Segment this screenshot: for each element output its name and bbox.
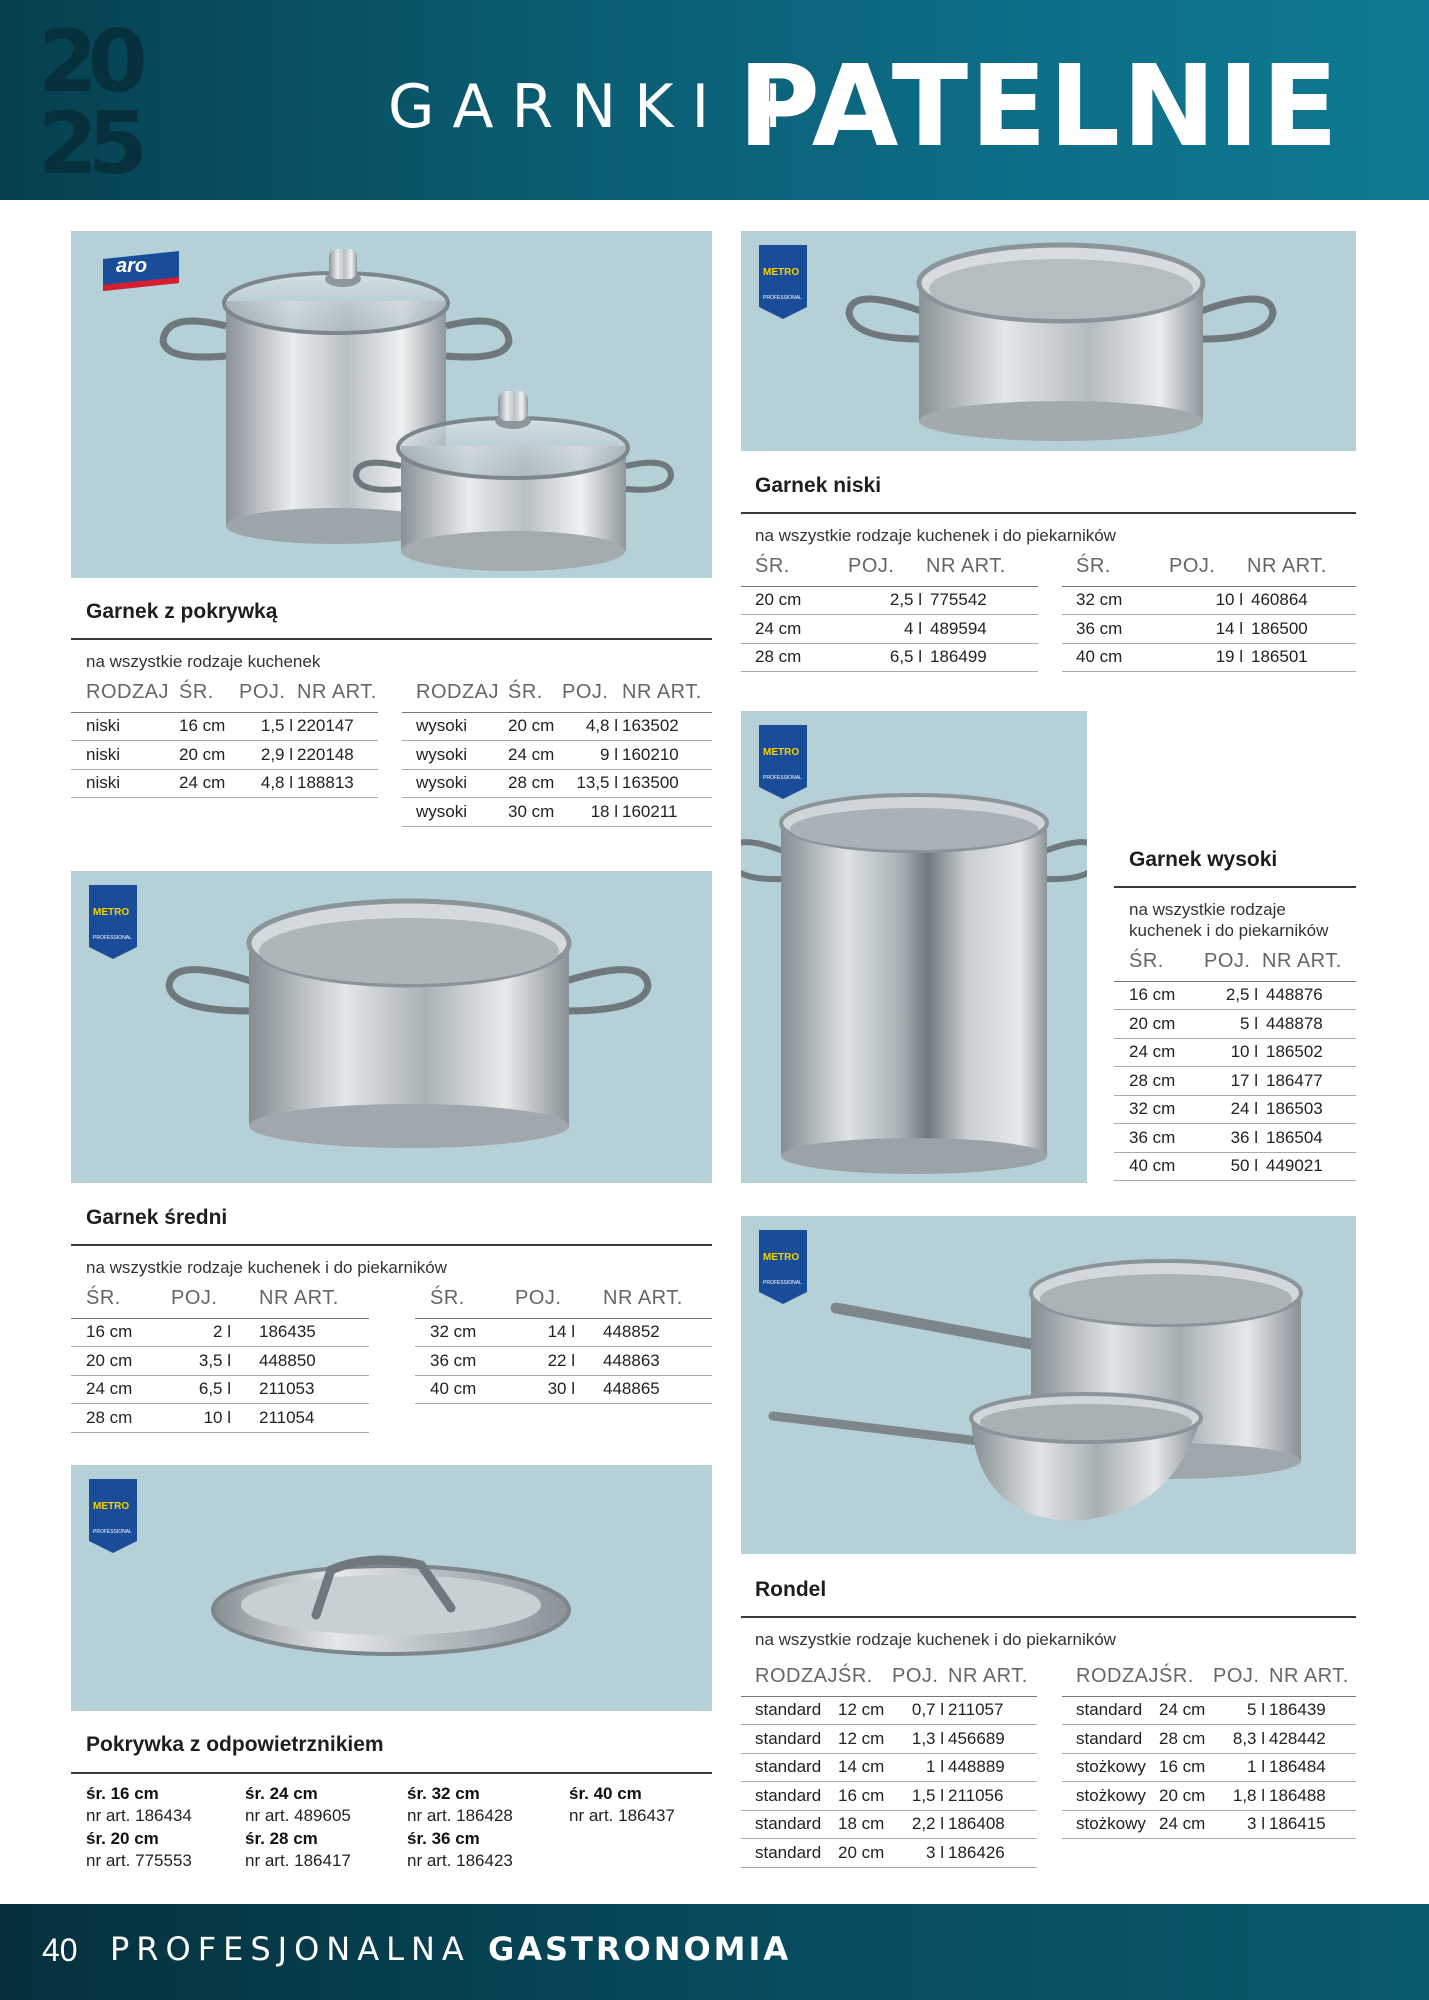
metro-badge-icon	[759, 725, 807, 799]
metro-badge-icon	[759, 1230, 807, 1304]
metro-professional-logo: METRO PROFESSIONAL	[759, 245, 807, 319]
product-photo-garnek-sredni	[71, 871, 712, 1183]
spec-table-garnek-sredni-left: ŚR. POJ. NR ART. 16 cm 2 l 186435 20 cm 3,5 l 448850 24 cm 6,5 l 211053 28 cm 10 l 211054	[71, 1280, 369, 1433]
table-row: niski 24 cm 4,8 l 188813	[71, 769, 378, 798]
table-row: 28 cm 17 l 186477	[1114, 1067, 1356, 1096]
table-row: 28 cm 10 l 211054	[71, 1404, 369, 1433]
low-pot-illustration	[741, 231, 1356, 451]
section-title-garnek-sredni: Garnek średni	[86, 1206, 228, 1229]
year-logo: 20 25	[38, 12, 138, 194]
table-row: 32 cm 10 l 460864	[1062, 586, 1356, 615]
table-row: 40 cm 19 l 186501	[1062, 643, 1356, 672]
table-row: niski 20 cm 2,9 l 220148	[71, 741, 378, 770]
metro-badge-icon	[759, 245, 807, 319]
table-row: standard 14 cm 1 l 448889	[741, 1753, 1037, 1782]
table-row: 40 cm 30 l 448865	[415, 1375, 712, 1404]
table-row: 24 cm 6,5 l 211053	[71, 1375, 369, 1404]
table-row: standard 24 cm 5 l 186439	[1062, 1696, 1356, 1725]
product-photo-garnek-z-pokrywka	[71, 231, 712, 578]
metro-professional-logo: METRO PROFESSIONAL	[89, 885, 137, 959]
table-row: 16 cm 2 l 186435	[71, 1318, 369, 1347]
table-row: 32 cm 24 l 186503	[1114, 1095, 1356, 1124]
section-title-pokrywka: Pokrywka z odpowietrznikiem	[86, 1733, 384, 1756]
table-row: standard 28 cm 8,3 l 428442	[1062, 1725, 1356, 1754]
section-description: na wszystkie rodzaje kuchenek	[86, 652, 321, 671]
table-row: 20 cm 3,5 l 448850	[71, 1347, 369, 1376]
product-photo-rondel	[741, 1216, 1356, 1554]
table-row: standard 16 cm 1,5 l 211056	[741, 1782, 1037, 1811]
lid-illustration	[71, 1465, 712, 1711]
section-divider	[1114, 886, 1356, 888]
aro-logo: aro	[99, 249, 183, 293]
spec-table-garnek-niski-left: ŚR. POJ. NR ART. 20 cm 2,5 l 775542 24 cm 4 l 489594 28 cm 6,5 l 186499	[741, 548, 1038, 672]
saucepan-illustration	[741, 1216, 1356, 1554]
section-title-rondel: Rondel	[755, 1578, 827, 1601]
table-row: standard 12 cm 1,3 l 456689	[741, 1725, 1037, 1754]
table-row: 16 cm 2,5 l 448876	[1114, 981, 1356, 1010]
section-divider	[71, 638, 712, 640]
spec-table-rondel-left: RODZAJ ŚR. POJ. NR ART. standard 12 cm 0,7 l 211057 standard 12 cm 1,3 l 456689 standard 14 cm 1 l 448889 standard 16 cm 1,5 l 211056 standard 18 cm 2,2 l 186408 standard 20 cm 3 l 186426	[741, 1658, 1037, 1868]
section-description: na wszystkie rodzaje kuchenek i do piekarników	[1129, 900, 1329, 940]
table-row: 36 cm 14 l 186500	[1062, 615, 1356, 644]
table-row: 36 cm 36 l 186504	[1114, 1124, 1356, 1153]
metro-professional-logo: METRO PROFESSIONAL	[759, 1230, 807, 1304]
table-row: standard 18 cm 2,2 l 186408	[741, 1810, 1037, 1839]
spec-table-garnek-z-pokrywka-right: RODZAJ ŚR. POJ. NR ART. wysoki 20 cm 4,8 l 163502 wysoki 24 cm 9 l 160210 wysoki 28 cm 13,5 l 163500 wysoki 30 cm 18 l 160211	[402, 674, 712, 827]
table-row: wysoki 20 cm 4,8 l 163502	[402, 712, 712, 741]
table-row: 20 cm 5 l 448878	[1114, 1010, 1356, 1039]
product-photo-pokrywka	[71, 1465, 712, 1711]
table-row: stożkowy 20 cm 1,8 l 186488	[1062, 1782, 1356, 1811]
section-divider	[741, 1616, 1356, 1618]
table-row: 24 cm 10 l 186502	[1114, 1038, 1356, 1067]
spec-table-rondel-right: RODZAJ ŚR. POJ. NR ART. standard 24 cm 5 l 186439 standard 28 cm 8,3 l 428442 stożkowy 16 cm 1 l 186484 stożkowy 20 cm 1,8 l 186488 stożkowy 24 cm 3 l 186415	[1062, 1658, 1356, 1839]
table-row: wysoki 28 cm 13,5 l 163500	[402, 769, 712, 798]
page-footer	[0, 1904, 1429, 2000]
lid-item: śr. 40 cm nr art. 186437	[569, 1784, 675, 1825]
lid-item: śr. 28 cm nr art. 186417	[245, 1829, 351, 1870]
spec-table-garnek-wysoki: ŚR. POJ. NR ART. 16 cm 2,5 l 448876 20 cm 5 l 448878 24 cm 10 l 186502 28 cm 17 l 186477 32 cm 24 l 186503 36 cm 36 l 186504 40 cm 50 l 449021	[1114, 943, 1356, 1181]
metro-badge-icon	[89, 1479, 137, 1553]
section-divider	[741, 512, 1356, 514]
metro-badge-icon	[89, 885, 137, 959]
product-photo-garnek-niski	[741, 231, 1356, 451]
section-title-garnek-niski: Garnek niski	[755, 474, 882, 497]
table-row: stożkowy 24 cm 3 l 186415	[1062, 1810, 1356, 1839]
metro-professional-logo: METRO PROFESSIONAL	[759, 725, 807, 799]
lid-item: śr. 36 cm nr art. 186423	[407, 1829, 513, 1870]
table-row: standard 20 cm 3 l 186426	[741, 1839, 1037, 1868]
lid-item: śr. 16 cm nr art. 186434	[86, 1784, 192, 1825]
section-divider	[71, 1244, 712, 1246]
section-title-garnek-z-pokrywka: Garnek z pokrywką	[86, 600, 278, 623]
section-description: na wszystkie rodzaje kuchenek i do piekarników	[755, 526, 1116, 545]
lid-item: śr. 20 cm nr art. 775553	[86, 1829, 192, 1870]
spec-table-garnek-z-pokrywka-left: RODZAJ ŚR. POJ. NR ART. niski 16 cm 1,5 l 220147 niski 20 cm 2,9 l 220148 niski 24 cm 4,8 l 188813	[71, 674, 378, 798]
metro-professional-logo: METRO PROFESSIONAL	[89, 1479, 137, 1553]
table-row: niski 16 cm 1,5 l 220147	[71, 712, 378, 741]
section-description: na wszystkie rodzaje kuchenek i do piekarników	[86, 1258, 447, 1277]
table-row: standard 12 cm 0,7 l 211057	[741, 1696, 1037, 1725]
table-row: 24 cm 4 l 489594	[741, 615, 1038, 644]
page-header	[0, 0, 1429, 200]
product-photo-garnek-wysoki	[741, 711, 1087, 1183]
lid-item: śr. 32 cm nr art. 186428	[407, 1784, 513, 1825]
table-row: 32 cm 14 l 448852	[415, 1318, 712, 1347]
page-title-bold: PATELNIE	[738, 42, 1340, 172]
spec-table-garnek-niski-right: ŚR. POJ. NR ART. 32 cm 10 l 460864 36 cm 14 l 186500 40 cm 19 l 186501	[1062, 548, 1356, 672]
spec-table-garnek-sredni-right: ŚR. POJ. NR ART. 32 cm 14 l 448852 36 cm 22 l 448863 40 cm 30 l 448865	[415, 1280, 712, 1404]
table-row: 36 cm 22 l 448863	[415, 1347, 712, 1376]
section-title-garnek-wysoki: Garnek wysoki	[1129, 848, 1278, 871]
page-title-thin: GARNKI I	[388, 72, 800, 142]
table-row: 20 cm 2,5 l 775542	[741, 586, 1038, 615]
table-row: wysoki 24 cm 9 l 160210	[402, 741, 712, 770]
table-row: 28 cm 6,5 l 186499	[741, 643, 1038, 672]
page-number: 40	[42, 1932, 78, 1968]
table-row: 40 cm 50 l 449021	[1114, 1152, 1356, 1181]
section-divider	[71, 1772, 712, 1774]
section-description: na wszystkie rodzaje kuchenek i do piekarników	[755, 1630, 1116, 1649]
medium-pot-illustration	[71, 871, 712, 1183]
lid-item: śr. 24 cm nr art. 489605	[245, 1784, 351, 1825]
footer-label: PROFESJONALNA GASTRONOMIA	[110, 1930, 792, 1968]
table-row: stożkowy 16 cm 1 l 186484	[1062, 1753, 1356, 1782]
table-row: wysoki 30 cm 18 l 160211	[402, 798, 712, 827]
